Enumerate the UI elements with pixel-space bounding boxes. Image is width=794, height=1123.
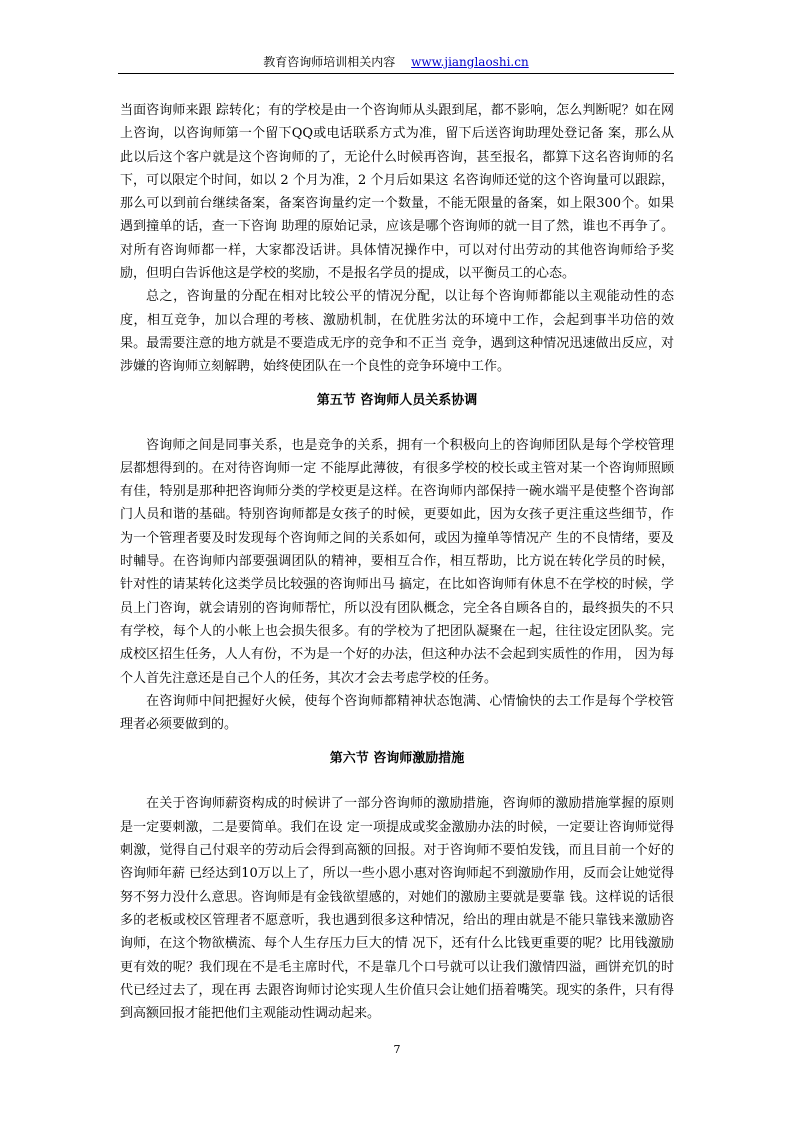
section-heading-5: 第五节 咨询师人员关系协调 [316,392,478,408]
header-title: 教育咨询师培训相关内容 [263,55,396,69]
paragraph-consult-assignment: 当面咨询师来跟 踪转化；有的学校是由一个咨询师从头跟到尾，都不影响，怎么判断呢？如在网上咨询，以咨询师第一个留下QQ或电话联系方式为准，留下后送咨询助理处登记备 案，那么从此以后这个客户就是这个咨询师的了，无论什么时候再咨询，甚至报名，都算下这名咨询师的名下，可以限定个时间，如以 2 个月为准，2 个月后如果这 名咨询师还觉的这个咨询量可以跟踪，那么可以到前台继续备案，备案咨询量约定一个数量，不能无限量的备案，如上限300个。如果遇到撞单的话，查一下咨询 助理的原始记录，应该是哪个咨询师的就一目了然，谁也不再争了。对所有咨询师都一样，大家都没话讲。具体情况操作中，可以对付出劳动的其他咨询师给予奖 励，但明白告诉他这是学校的奖励，不是报名学员的提成，以平衡员工的心态。 [120,103,674,282]
paragraph-morale: 在咨询师中间把握好火候，使每个咨询师都精神状态饱满、心情愉快的去工作是每个学校管理者必须要做到的。 [120,693,674,733]
document-body [120,99,674,1025]
paragraph-summary: 总之，咨询量的分配在相对比较公平的情况分配，以让每个咨询师都能以主观能动性的态度，相互竞争，加以合理的考核、激励机制，在优胜劣汰的环境中工作，会起到事半功倍的效果。最需要注意的地方就是不要造成无序的竞争和不正当 竞争，遇到这种情况迅速做出反应，对涉嫌的咨询师立刻解聘，始终使团队在一个良性的竞争环境中工作。 [120,289,674,375]
section-heading-6: 第六节 咨询师激励措施 [329,751,465,767]
header-divider [118,73,674,74]
page-number: 7 [393,1043,401,1056]
paragraph-team-relations: 咨询师之间是同事关系，也是竞争的关系，拥有一个积极向上的咨询师团队是每个学校管理层都想得到的。在对待咨询师一定 不能厚此薄彼，有很多学校的校长或主管对某一个咨询师照顾有佳，特别是那种把咨询师分类的学校更是这样。在咨询师内部保持一碗水端平是使整个咨询部门人员和谐的基础。特别咨询师都是女孩子的时候，更要如此，因为女孩子更注重这些细节，作为一个管理者要及时发现每个咨询师之间的关系如何，或因为撞单等情况产 生的不良情绪，要及时輔导。在咨询师内部要强调团队的精神，要相互合作，相互帮助，比方说在转化学员的时候，针对性的请某转化这类学员比较强的咨询师出马 搞定，在比如咨询师有休息不在学校的时候，学员上门咨询，就会请别的咨询师帮忙，所以没有团队概念，完全各自顾各自的，最终损失的不只有学校，每个人的小帐上也会损失很多。有的学校为了把团队凝聚在一起，往往设定团队奖。完成校区招生任务，人人有份，不为是一个好的办法，但这种办法不会起到实质性的作用， 因为每个人首先注意还是自己个人的任务，其次才会去考虑学校的任务。 [120,437,674,686]
header-website-link[interactable]: www.jianglaoshi.cn [411,55,529,69]
page-header [118,54,674,70]
paragraph-incentives: 在关于咨询师薪资构成的时候讲了一部分咨询师的激励措施，咨询师的激励措施掌握的原则是一定要刺激，二是要简单。我们在设 定一项提成或奖金激励办法的时候，一定要让咨询师觉得刺激，觉得自己付艰辛的劳动后会得到高额的回报。对于咨询师不要怕发钱，而且目前一个好的咨询师年薪 已经达到10万以上了，所以一些小恩小惠对咨询师起不到激励作用，反而会让她觉得努不努力没什么意思。咨询师是有金钱欲望感的，对她们的激励主要就是要靠 钱。这样说的话很多的老板或校区管理者不愿意听，我也遇到很多这种情况，给出的理由就是不能只靠钱来激励咨询师，在这个物欲横流、每个人生存压力巨大的情 况下，还有什么比钱更重要的呢？比用钱激励更有效的呢？我们现在不是毛主席时代，不是靠几个口号就可以让我们激情四溢，画饼充饥的时代已经过去了，现在再 去跟咨询师讨论实现人生价值只会让她们捂着嘴笑。现实的条件，只有得到高额回报才能把他们主观能动性调动起来。 [120,796,674,1022]
